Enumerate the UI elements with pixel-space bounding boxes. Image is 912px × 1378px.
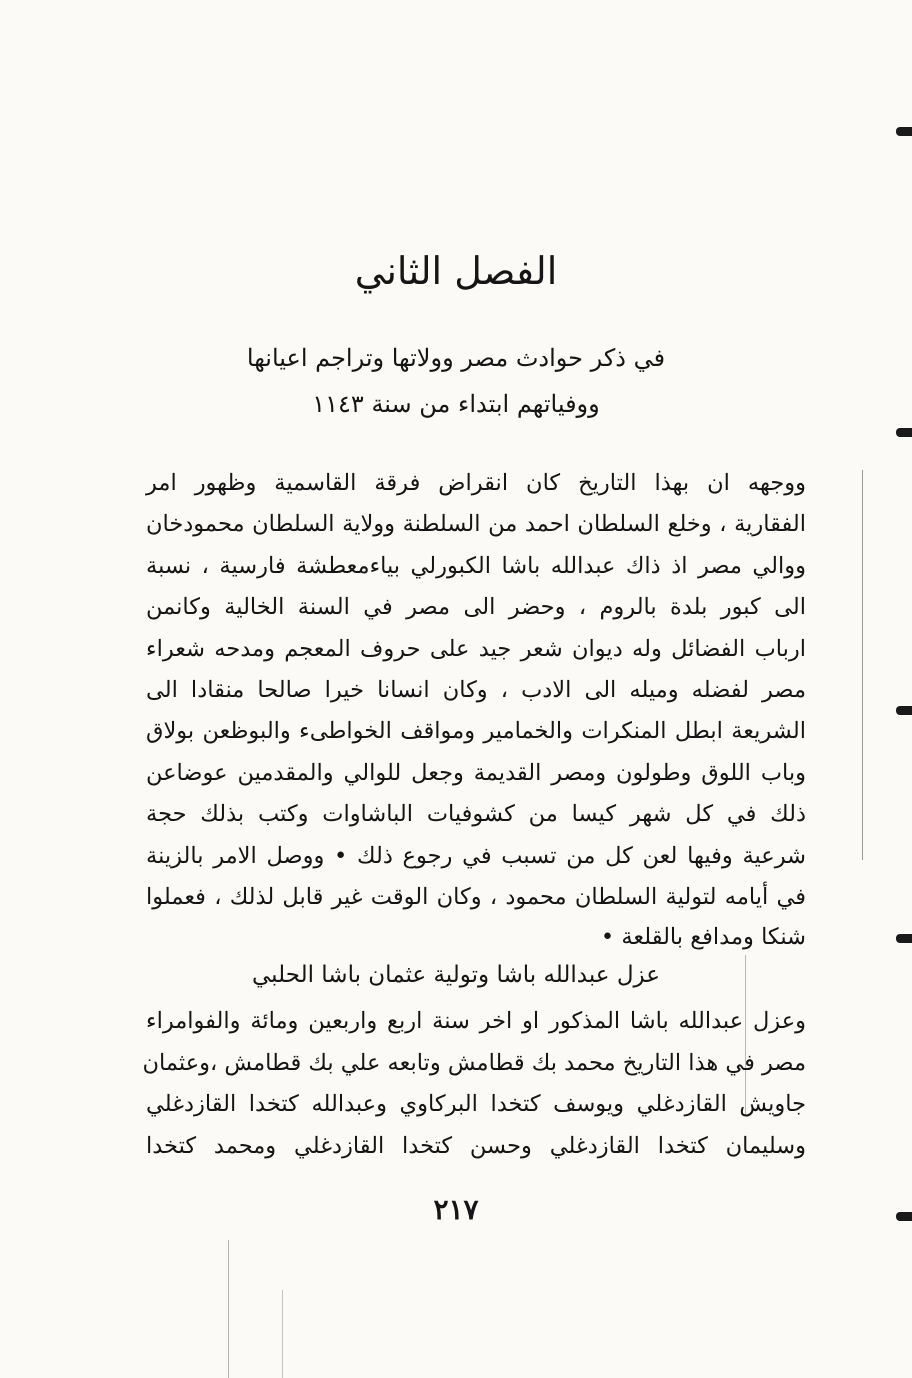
text-line: وعزل عبدالله باشا المذكور او اخر سنة اربع واربعين ومائة والفوامراء: [146, 1008, 806, 1034]
page-edge-mark: [896, 428, 912, 437]
text-line: الشريعة ابطل المنكرات والخمامير ومواقف الخواطىء والبوظعن بولاق: [146, 718, 806, 744]
page-edge-mark: [896, 934, 912, 943]
text-line: الفقارية ، وخلع السلطان احمد من السلطنة وولاية السلطان محمودخان: [146, 511, 806, 537]
section-heading: عزل عبدالله باشا وتولية عثمان باشا الحلبي: [252, 962, 660, 988]
chapter-title: الفصل الثاني: [354, 249, 558, 293]
text-line: شنكا ومدافع بالقلعة •: [600, 924, 806, 950]
chapter-subtitle-line-1: في ذكر حوادث مصر وولاتها وتراجم اعيانها: [246, 344, 666, 372]
text-line: ارباب الفضائل وله ديوان شعر جيد على حروف المعجم ومدحه شعراء: [146, 636, 806, 662]
text-line: شرعية وفيها لعن كل من تسبب في رجوع ذلك • ووصل الامر بالزينة: [146, 843, 806, 869]
page-number: ٢١٧: [433, 1193, 479, 1226]
text-line: في أيامه لتولية السلطان محمود ، وكان الوقت غير قابل لذلك ، فعملوا: [146, 884, 806, 910]
text-line: ووالي مصر اذ ذاك عبدالله باشا الكبورلي بياءمعطشة فارسية ، نسبة: [146, 553, 806, 579]
text-line: مصر في هذا التاريخ محمد بك قطامش وتابعه علي بك قطامش ،وعثمان: [142, 1050, 806, 1076]
text-line: وباب اللوق وطولون ومصر القديمة وجعل للوالي والمقدمين عوضاعن: [146, 760, 806, 786]
text-line: الى كبور بلدة بالروم ، وحضر الى مصر في السنة الخالية وكانمن: [146, 594, 806, 620]
margin-rule: [228, 1240, 229, 1378]
margin-rule: [282, 1290, 283, 1378]
page-edge-mark: [896, 706, 912, 715]
page-edge-mark: [896, 1212, 912, 1221]
text-line: وسليمان كتخدا القازدغلي وحسن كتخدا القازدغلي ومحمد كتخدا: [146, 1133, 806, 1159]
text-line: ذلك في كل شهر كيسا من كشوفيات الباشاوات وكتب بذلك حجة: [146, 801, 806, 827]
chapter-subtitle-line-2: ووفياتهم ابتداء من سنة ١١٤٣: [312, 390, 600, 418]
text-line: ووجهه ان بهذا التاريخ كان انقراض فرقة القاسمية وظهور امر: [146, 470, 806, 496]
text-line: جاويش القازدغلي ويوسف كتخدا البركاوي وعبدالله كتخدا القازدغلي: [146, 1091, 806, 1117]
page-edge-mark: [896, 127, 912, 136]
text-line: مصر لفضله وميله الى الادب ، وكان انسانا خيرا صالحا منقادا الى: [146, 677, 806, 703]
margin-rule: [862, 470, 863, 860]
